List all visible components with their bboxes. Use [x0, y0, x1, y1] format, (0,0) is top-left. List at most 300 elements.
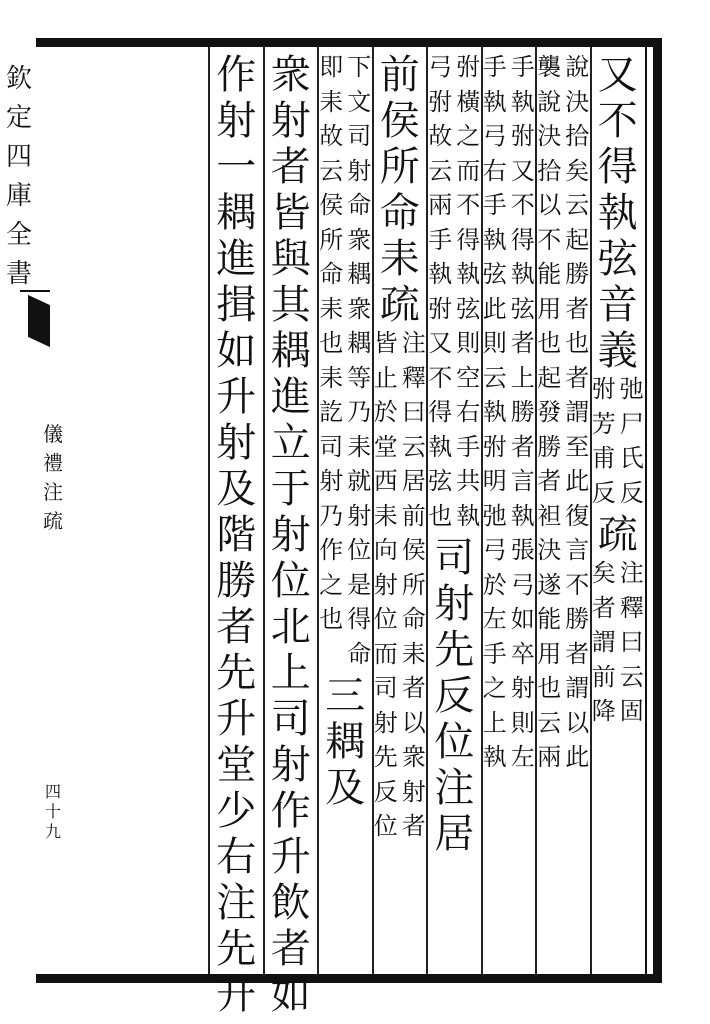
glyph: 疏 — [379, 282, 420, 328]
glyph: 耒 — [373, 501, 398, 530]
glyph: 弛 — [482, 501, 507, 530]
commentary-text — [620, 561, 644, 734]
glyph: 射 — [510, 674, 535, 702]
glyph: 得 — [428, 398, 453, 426]
glyph: 衆 — [347, 225, 372, 254]
glyph: 前 — [591, 662, 616, 691]
glyph: 衆 — [270, 52, 311, 98]
glyph: 進 — [216, 236, 257, 282]
glyph: 謂 — [565, 398, 590, 426]
glyph: 者 — [401, 674, 426, 702]
glyph: 司 — [270, 696, 311, 742]
glyph: 作 — [216, 52, 257, 98]
glyph: 前 — [401, 501, 426, 530]
glyph: 釋 — [401, 363, 426, 392]
commentary-text — [402, 331, 426, 849]
commentary-text — [620, 377, 644, 515]
glyph: 云 — [482, 363, 507, 392]
glyph: 北 — [270, 604, 311, 650]
glyph: 遂 — [537, 570, 562, 599]
glyph: 乃 — [319, 501, 344, 530]
commentary-pair — [319, 55, 371, 676]
text-column — [591, 52, 646, 734]
glyph: 至 — [565, 432, 590, 461]
glyph: 執 — [510, 87, 535, 116]
text-column — [209, 52, 264, 1021]
glyph: 西 — [373, 467, 398, 495]
commentary-pair — [483, 55, 535, 780]
main-text — [379, 52, 420, 331]
glyph: 弦 — [482, 260, 507, 288]
main-text — [597, 52, 638, 377]
book-title: 欽定四庫全書 — [5, 64, 32, 289]
frame-bottom-border — [36, 974, 662, 983]
glyph: 所 — [401, 570, 426, 599]
glyph: 以 — [401, 708, 426, 737]
glyph: 立 — [270, 420, 311, 466]
glyph: 謂 — [591, 628, 616, 656]
commentary-pair — [374, 331, 426, 849]
glyph: 射 — [373, 570, 398, 599]
glyph: 降 — [591, 697, 616, 725]
commentary-text — [537, 55, 561, 780]
glyph: 勝 — [565, 260, 590, 288]
glyph: 上 — [270, 650, 311, 696]
glyph: 云 — [565, 191, 590, 219]
glyph: 手 — [510, 53, 535, 81]
glyph: 矣 — [591, 559, 616, 587]
glyph: 執 — [456, 260, 481, 288]
glyph: 不 — [428, 363, 453, 392]
glyph: 注 — [434, 765, 475, 811]
glyph: 位 — [347, 536, 372, 564]
glyph: 此 — [482, 294, 507, 323]
glyph: 故 — [319, 122, 344, 150]
commentary-pair — [428, 55, 480, 538]
glyph: 謂 — [565, 674, 590, 702]
glyph: 之 — [319, 570, 344, 599]
commentary-text — [483, 55, 507, 780]
glyph: 能 — [537, 605, 562, 633]
commentary-pair — [537, 55, 589, 780]
glyph: 曰 — [619, 628, 644, 656]
glyph: 先 — [434, 627, 475, 673]
glyph: 甫 — [591, 444, 616, 472]
glyph: 升 — [216, 972, 257, 1018]
commentary-text — [428, 55, 452, 538]
glyph: 則 — [482, 329, 507, 357]
commentary-text — [319, 55, 343, 676]
glyph: 能 — [537, 260, 562, 288]
glyph: 也 — [565, 329, 590, 357]
glyph: 兩 — [428, 191, 453, 219]
glyph: 也 — [319, 329, 344, 357]
glyph: 音 — [597, 282, 638, 328]
glyph: 弦 — [428, 467, 453, 495]
glyph: 位 — [270, 558, 311, 604]
glyph: 反 — [591, 478, 616, 507]
glyph: 者 — [270, 144, 311, 190]
glyph: 者 — [591, 593, 616, 622]
glyph: 先 — [216, 926, 257, 972]
glyph: 作 — [319, 536, 344, 564]
glyph: 止 — [373, 363, 398, 392]
glyph: 也 — [428, 501, 453, 530]
glyph: 拾 — [537, 156, 562, 185]
glyph: 勝 — [216, 558, 257, 604]
glyph: 射 — [434, 581, 475, 627]
commentary-text — [511, 55, 535, 780]
glyph: 耒 — [401, 639, 426, 668]
glyph: 又 — [510, 156, 535, 185]
glyph: 耒 — [319, 363, 344, 392]
glyph: 注 — [216, 880, 257, 926]
glyph: 云 — [619, 662, 644, 691]
glyph: 如 — [510, 605, 535, 633]
glyph: 射 — [373, 708, 398, 737]
glyph: 起 — [565, 225, 590, 254]
glyph: 訖 — [319, 398, 344, 426]
glyph: 堂 — [373, 432, 398, 461]
main-text — [325, 673, 366, 814]
glyph: 作 — [270, 788, 311, 834]
glyph: 左 — [510, 743, 535, 771]
glyph: 得 — [347, 605, 372, 633]
glyph: 尸 — [619, 409, 644, 438]
fish-tail-mark — [28, 295, 50, 347]
glyph: 射 — [216, 98, 257, 144]
glyph: 襲 — [537, 53, 562, 81]
glyph: 及 — [325, 765, 366, 811]
glyph: 射 — [270, 742, 311, 788]
glyph: 說 — [565, 53, 590, 81]
glyph: 決 — [537, 122, 562, 150]
glyph: 反 — [619, 478, 644, 507]
glyph: 弣 — [428, 294, 453, 323]
glyph: 耒 — [379, 236, 420, 282]
glyph: 則 — [510, 708, 535, 737]
glyph: 命 — [319, 260, 344, 288]
glyph: 耦 — [347, 329, 372, 357]
glyph: 上 — [510, 363, 535, 392]
glyph: 所 — [319, 225, 344, 254]
glyph: 者 — [510, 329, 535, 357]
glyph: 注 — [401, 329, 426, 357]
glyph: 釋 — [619, 593, 644, 622]
margin-rule — [20, 290, 50, 292]
glyph: 此 — [565, 743, 590, 771]
glyph: 疏 — [597, 512, 638, 558]
glyph: 位 — [373, 812, 398, 840]
glyph: 命 — [401, 605, 426, 633]
glyph: 侯 — [319, 191, 344, 219]
main-text — [434, 535, 475, 860]
glyph: 升 — [216, 374, 257, 420]
glyph: 耒 — [319, 87, 344, 116]
text-column — [482, 55, 537, 780]
glyph: 決 — [537, 536, 562, 564]
glyph: 矣 — [565, 156, 590, 185]
glyph: 弣 — [428, 87, 453, 116]
glyph: 耒 — [319, 294, 344, 323]
glyph: 用 — [537, 294, 562, 323]
glyph: 位 — [434, 719, 475, 765]
glyph: 弓 — [428, 53, 453, 81]
glyph: 手 — [456, 432, 481, 461]
glyph: 執 — [456, 501, 481, 530]
glyph: 與 — [270, 236, 311, 282]
commentary-text — [565, 55, 589, 780]
glyph: 執 — [482, 398, 507, 426]
glyph: 氏 — [619, 444, 644, 472]
glyph: 則 — [456, 329, 481, 357]
glyph: 不 — [565, 570, 590, 599]
glyph: 衆 — [401, 743, 426, 771]
glyph: 先 — [373, 743, 398, 771]
glyph: 執 — [482, 225, 507, 254]
glyph: 執 — [428, 432, 453, 461]
glyph: 射 — [270, 98, 311, 144]
glyph: 手 — [428, 225, 453, 254]
glyph: 者 — [270, 926, 311, 972]
glyph: 階 — [216, 512, 257, 558]
glyph: 義 — [597, 328, 638, 374]
glyph: 執 — [510, 501, 535, 530]
glyph: 不 — [597, 98, 638, 144]
glyph: 說 — [537, 87, 562, 116]
glyph: 下 — [347, 53, 372, 81]
glyph: 弛 — [619, 375, 644, 403]
glyph: 弣 — [591, 375, 616, 403]
glyph: 卒 — [510, 639, 535, 668]
glyph: 執 — [428, 260, 453, 288]
glyph: 位 — [373, 605, 398, 633]
frame-right-border — [653, 38, 662, 983]
commentary-text — [456, 55, 480, 538]
glyph: 即 — [319, 53, 344, 81]
glyph: 前 — [379, 52, 420, 98]
glyph: 之 — [482, 674, 507, 702]
commentary-pair — [592, 561, 644, 734]
glyph: 而 — [456, 156, 481, 185]
glyph: 橫 — [456, 87, 481, 116]
glyph: 右 — [482, 156, 507, 185]
glyph: 勝 — [510, 398, 535, 426]
glyph: 其 — [270, 282, 311, 328]
glyph: 射 — [347, 156, 372, 185]
glyph: 也 — [319, 605, 344, 633]
glyph: 言 — [510, 467, 535, 495]
glyph: 射 — [401, 777, 426, 806]
glyph: 不 — [537, 225, 562, 254]
glyph: 升 — [216, 696, 257, 742]
frame-inner-right-rule — [645, 47, 647, 974]
glyph: 皆 — [270, 190, 311, 236]
glyph: 言 — [565, 536, 590, 564]
glyph: 司 — [347, 122, 372, 150]
glyph: 如 — [216, 328, 257, 374]
glyph: 文 — [347, 87, 372, 116]
glyph: 弦 — [510, 294, 535, 323]
glyph: 耦 — [216, 190, 257, 236]
glyph: 反 — [373, 777, 398, 806]
glyph: 芳 — [591, 409, 616, 438]
main-text — [216, 52, 257, 1021]
glyph: 執 — [482, 743, 507, 771]
glyph: 命 — [347, 191, 372, 219]
glyph: 也 — [537, 674, 562, 702]
glyph: 於 — [482, 570, 507, 599]
glyph: 一 — [216, 144, 257, 190]
glyph: 者 — [565, 639, 590, 668]
glyph: 者 — [216, 604, 257, 650]
text-column — [536, 55, 591, 780]
glyph: 就 — [347, 467, 372, 495]
glyph: 者 — [565, 294, 590, 323]
glyph: 射 — [216, 420, 257, 466]
glyph: 之 — [456, 122, 481, 150]
glyph: 云 — [428, 156, 453, 185]
glyph: 飲 — [270, 880, 311, 926]
glyph: 向 — [373, 536, 398, 564]
glyph: 弣 — [482, 432, 507, 461]
glyph: 弓 — [510, 570, 535, 599]
glyph: 勝 — [565, 605, 590, 633]
glyph: 用 — [537, 639, 562, 668]
glyph: 而 — [373, 639, 398, 668]
glyph: 拾 — [565, 122, 590, 150]
glyph: 上 — [482, 708, 507, 737]
glyph: 明 — [482, 467, 507, 495]
text-column — [373, 52, 428, 849]
commentary-text — [347, 55, 371, 676]
glyph: 衆 — [347, 294, 372, 323]
glyph: 所 — [379, 144, 420, 190]
glyph: 命 — [379, 190, 420, 236]
glyph: 云 — [319, 156, 344, 185]
glyph: 侯 — [401, 536, 426, 564]
glyph: 司 — [319, 432, 344, 461]
glyph: 弓 — [482, 122, 507, 150]
glyph: 是 — [347, 570, 372, 599]
glyph: 此 — [565, 467, 590, 495]
glyph: 先 — [216, 650, 257, 696]
glyph: 右 — [456, 398, 481, 426]
glyph: 弣 — [456, 53, 481, 81]
glyph: 者 — [510, 432, 535, 461]
glyph: 命 — [347, 639, 372, 668]
glyph: 手 — [482, 639, 507, 668]
main-text — [597, 512, 638, 561]
glyph: 云 — [401, 432, 426, 461]
glyph: 勝 — [537, 432, 562, 461]
glyph: 及 — [216, 466, 257, 512]
glyph: 反 — [434, 673, 475, 719]
glyph: 耒 — [347, 432, 372, 461]
glyph: 不 — [456, 191, 481, 219]
glyph: 手 — [482, 191, 507, 219]
glyph: 執 — [482, 87, 507, 116]
glyph: 於 — [373, 398, 398, 426]
glyph: 者 — [537, 467, 562, 495]
glyph: 決 — [565, 87, 590, 116]
glyph: 張 — [510, 536, 535, 564]
glyph: 又 — [597, 52, 638, 98]
glyph: 皆 — [373, 329, 398, 357]
glyph: 弣 — [510, 122, 535, 150]
glyph: 起 — [537, 363, 562, 392]
text-column — [318, 55, 373, 814]
glyph: 注 — [619, 559, 644, 587]
frame-top-border — [36, 38, 662, 47]
glyph: 故 — [428, 122, 453, 150]
glyph: 升 — [270, 834, 311, 880]
glyph: 司 — [373, 674, 398, 702]
glyph: 袒 — [537, 501, 562, 530]
glyph: 弦 — [597, 236, 638, 282]
glyph: 得 — [456, 225, 481, 254]
glyph: 堂 — [216, 742, 257, 788]
glyph: 乃 — [347, 398, 372, 426]
glyph: 得 — [597, 144, 638, 190]
glyph: 發 — [537, 398, 562, 426]
commentary-text — [592, 561, 616, 734]
commentary-pair — [592, 377, 644, 515]
glyph: 云 — [537, 708, 562, 737]
glyph: 也 — [537, 329, 562, 357]
glyph: 兩 — [537, 743, 562, 771]
glyph: 者 — [565, 363, 590, 392]
commentary-text — [592, 377, 616, 515]
glyph: 耦 — [325, 719, 366, 765]
glyph: 空 — [456, 363, 481, 392]
glyph: 司 — [434, 535, 475, 581]
glyph: 射 — [319, 467, 344, 495]
main-text — [270, 52, 311, 1021]
glyph: 執 — [597, 190, 638, 236]
glyph: 居 — [434, 811, 475, 857]
glyph: 固 — [619, 697, 644, 725]
glyph: 如 — [270, 972, 311, 1018]
glyph: 揖 — [216, 282, 257, 328]
glyph: 者 — [401, 812, 426, 840]
text-column — [264, 52, 319, 1021]
glyph: 以 — [537, 191, 562, 219]
glyph: 三 — [325, 673, 366, 719]
glyph: 射 — [347, 501, 372, 530]
glyph: 耦 — [347, 260, 372, 288]
glyph: 執 — [510, 260, 535, 288]
glyph: 進 — [270, 374, 311, 420]
glyph: 等 — [347, 363, 372, 392]
running-title: 儀禮注疏 — [43, 422, 63, 533]
glyph: 曰 — [401, 398, 426, 426]
glyph: 居 — [401, 467, 426, 495]
glyph: 又 — [428, 329, 453, 357]
glyph: 侯 — [379, 98, 420, 144]
glyph: 共 — [456, 467, 481, 495]
glyph: 于 — [270, 466, 311, 512]
glyph: 弓 — [482, 536, 507, 564]
glyph: 復 — [565, 501, 590, 530]
text-column — [427, 55, 482, 860]
glyph: 得 — [510, 225, 535, 254]
commentary-text — [374, 331, 398, 849]
glyph: 以 — [565, 708, 590, 737]
glyph: 左 — [482, 605, 507, 633]
glyph: 弦 — [456, 294, 481, 323]
glyph: 不 — [510, 191, 535, 219]
